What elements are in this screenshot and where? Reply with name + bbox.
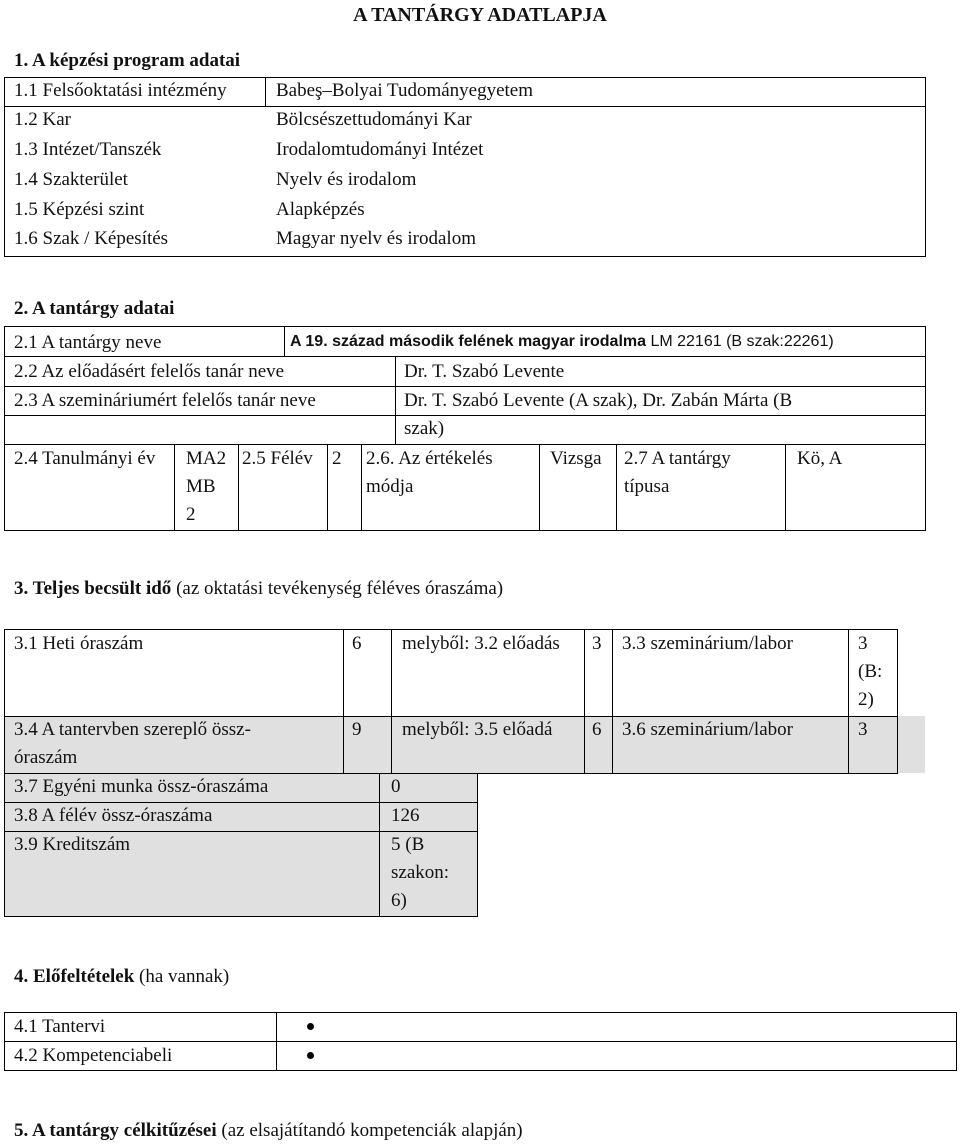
individual-work-value: 0 bbox=[391, 776, 401, 797]
credits-value-2: szakon: bbox=[391, 862, 450, 883]
individual-work-label: 3.7 Egyéni munka össz-óraszáma bbox=[14, 776, 269, 797]
weekly-hours-label: 3.1 Heti óraszám bbox=[14, 633, 144, 654]
credits-value-3: 6) bbox=[391, 890, 407, 911]
program-row-label: 1.1 Felsőoktatási intézmény bbox=[14, 80, 227, 101]
section-3-heading bbox=[14, 578, 503, 600]
total-hours-label-2: óraszám bbox=[14, 747, 78, 768]
total-lecture-value: 6 bbox=[592, 719, 602, 740]
program-row-value: Bölcsészettudományi Kar bbox=[276, 109, 472, 130]
total-seminar-value: 3 bbox=[858, 719, 868, 740]
evaluation-label-2: módja bbox=[366, 476, 414, 497]
weekly-seminar-value-3: 2) bbox=[858, 689, 874, 710]
page-title bbox=[0, 4, 960, 27]
weekly-lecture-value: 3 bbox=[592, 633, 602, 654]
course-type-label-2: típusa bbox=[624, 476, 670, 497]
course-type-value: Kö, A bbox=[797, 448, 843, 469]
weekly-lecture-label: melyből: 3.2 előadás bbox=[402, 633, 560, 654]
section-3-heading-bold: 3. Teljes becsült idő bbox=[14, 578, 172, 599]
total-lecture-label: melyből: 3.5 előadá bbox=[402, 719, 553, 740]
lecturer-value: Dr. T. Szabó Levente bbox=[404, 361, 565, 382]
evaluation-label-1: 2.6. Az értékelés bbox=[366, 448, 493, 469]
section-5-heading bbox=[14, 1120, 523, 1142]
section-5-heading-bold: 5. A tantárgy célkitűzései bbox=[14, 1120, 217, 1141]
program-row-label: 1.5 Képzési szint bbox=[14, 199, 145, 220]
section-5-heading-rest: (az elsajátítandó kompetenciák alapján) bbox=[216, 1120, 523, 1141]
course-name-title: A 19. század második felének magyar irodalma bbox=[290, 333, 647, 350]
study-year-value-3: 2 bbox=[186, 504, 196, 525]
competence-prereq-label: 4.2 Kompetenciabeli bbox=[14, 1045, 173, 1066]
section-1-heading: 1. A képzési program adatai bbox=[14, 50, 241, 71]
seminar-teacher-label: 2.3 A szemináriumért felelős tanár neve bbox=[14, 390, 316, 411]
section-4-heading bbox=[14, 966, 229, 988]
semester-value: 2 bbox=[332, 448, 342, 469]
seminar-teacher-value-line1: Dr. T. Szabó Levente (A szak), Dr. Zabán Márta (B bbox=[404, 390, 793, 411]
curricular-prereq-label: 4.1 Tantervi bbox=[14, 1016, 106, 1037]
program-row-label: 1.3 Intézet/Tanszék bbox=[14, 139, 162, 160]
evaluation-value: Vizsga bbox=[550, 448, 602, 469]
weekly-hours-value: 6 bbox=[352, 633, 362, 654]
program-row-label: 1.2 Kar bbox=[14, 109, 71, 130]
bullet-icon bbox=[307, 1023, 314, 1030]
course-name-code: LM 22161 (B szak:22261) bbox=[646, 333, 834, 350]
course-name-value bbox=[290, 327, 834, 356]
study-year-label: 2.4 Tanulmányi év bbox=[14, 448, 156, 469]
program-row-value: Nyelv és irodalom bbox=[276, 169, 417, 190]
credits-value-1: 5 (B bbox=[391, 834, 425, 855]
program-row-value: Irodalomtudományi Intézet bbox=[276, 139, 484, 160]
credits-label: 3.9 Kreditszám bbox=[14, 834, 131, 855]
bullet-icon bbox=[307, 1052, 314, 1059]
total-seminar-label: 3.6 szeminárium/labor bbox=[622, 719, 793, 740]
weekly-seminar-label: 3.3 szeminárium/labor bbox=[622, 633, 793, 654]
lecturer-label: 2.2 Az előadásért felelős tanár neve bbox=[14, 361, 285, 382]
page-title-text: A TANTÁRGY ADATLAPJA bbox=[353, 4, 607, 26]
study-year-value-2: MB bbox=[186, 476, 216, 497]
course-type-label-1: 2.7 A tantárgy bbox=[624, 448, 731, 469]
section-2-heading: 2. A tantárgy adatai bbox=[14, 298, 175, 319]
weekly-seminar-value-1: 3 bbox=[858, 633, 868, 654]
total-hours-label-1: 3.4 A tantervben szereplő össz- bbox=[14, 719, 251, 740]
section-3-heading-rest: (az oktatási tevékenység féléves óraszáma) bbox=[171, 578, 504, 599]
section-4-heading-bold: 4. Előfeltételek bbox=[14, 966, 135, 987]
program-row-value: Babeş–Bolyai Tudományegyetem bbox=[276, 80, 534, 101]
course-name-label: 2.1 A tantárgy neve bbox=[14, 332, 162, 353]
weekly-seminar-value-2: (B: bbox=[858, 661, 883, 682]
program-row-label: 1.4 Szakterület bbox=[14, 169, 128, 190]
study-year-value-1: MA2 bbox=[186, 448, 227, 469]
seminar-teacher-value-line2: szak) bbox=[404, 418, 445, 439]
total-hours-value: 9 bbox=[352, 719, 362, 740]
program-row-label: 1.6 Szak / Képesítés bbox=[14, 228, 169, 249]
program-row-value: Magyar nyelv és irodalom bbox=[276, 228, 476, 249]
semester-hours-value: 126 bbox=[391, 805, 420, 826]
semester-hours-label: 3.8 A félév össz-óraszáma bbox=[14, 805, 213, 826]
section-4-heading-rest: (ha vannak) bbox=[134, 966, 230, 987]
program-row-value: Alapképzés bbox=[276, 199, 365, 220]
semester-label: 2.5 Félév bbox=[242, 448, 313, 469]
